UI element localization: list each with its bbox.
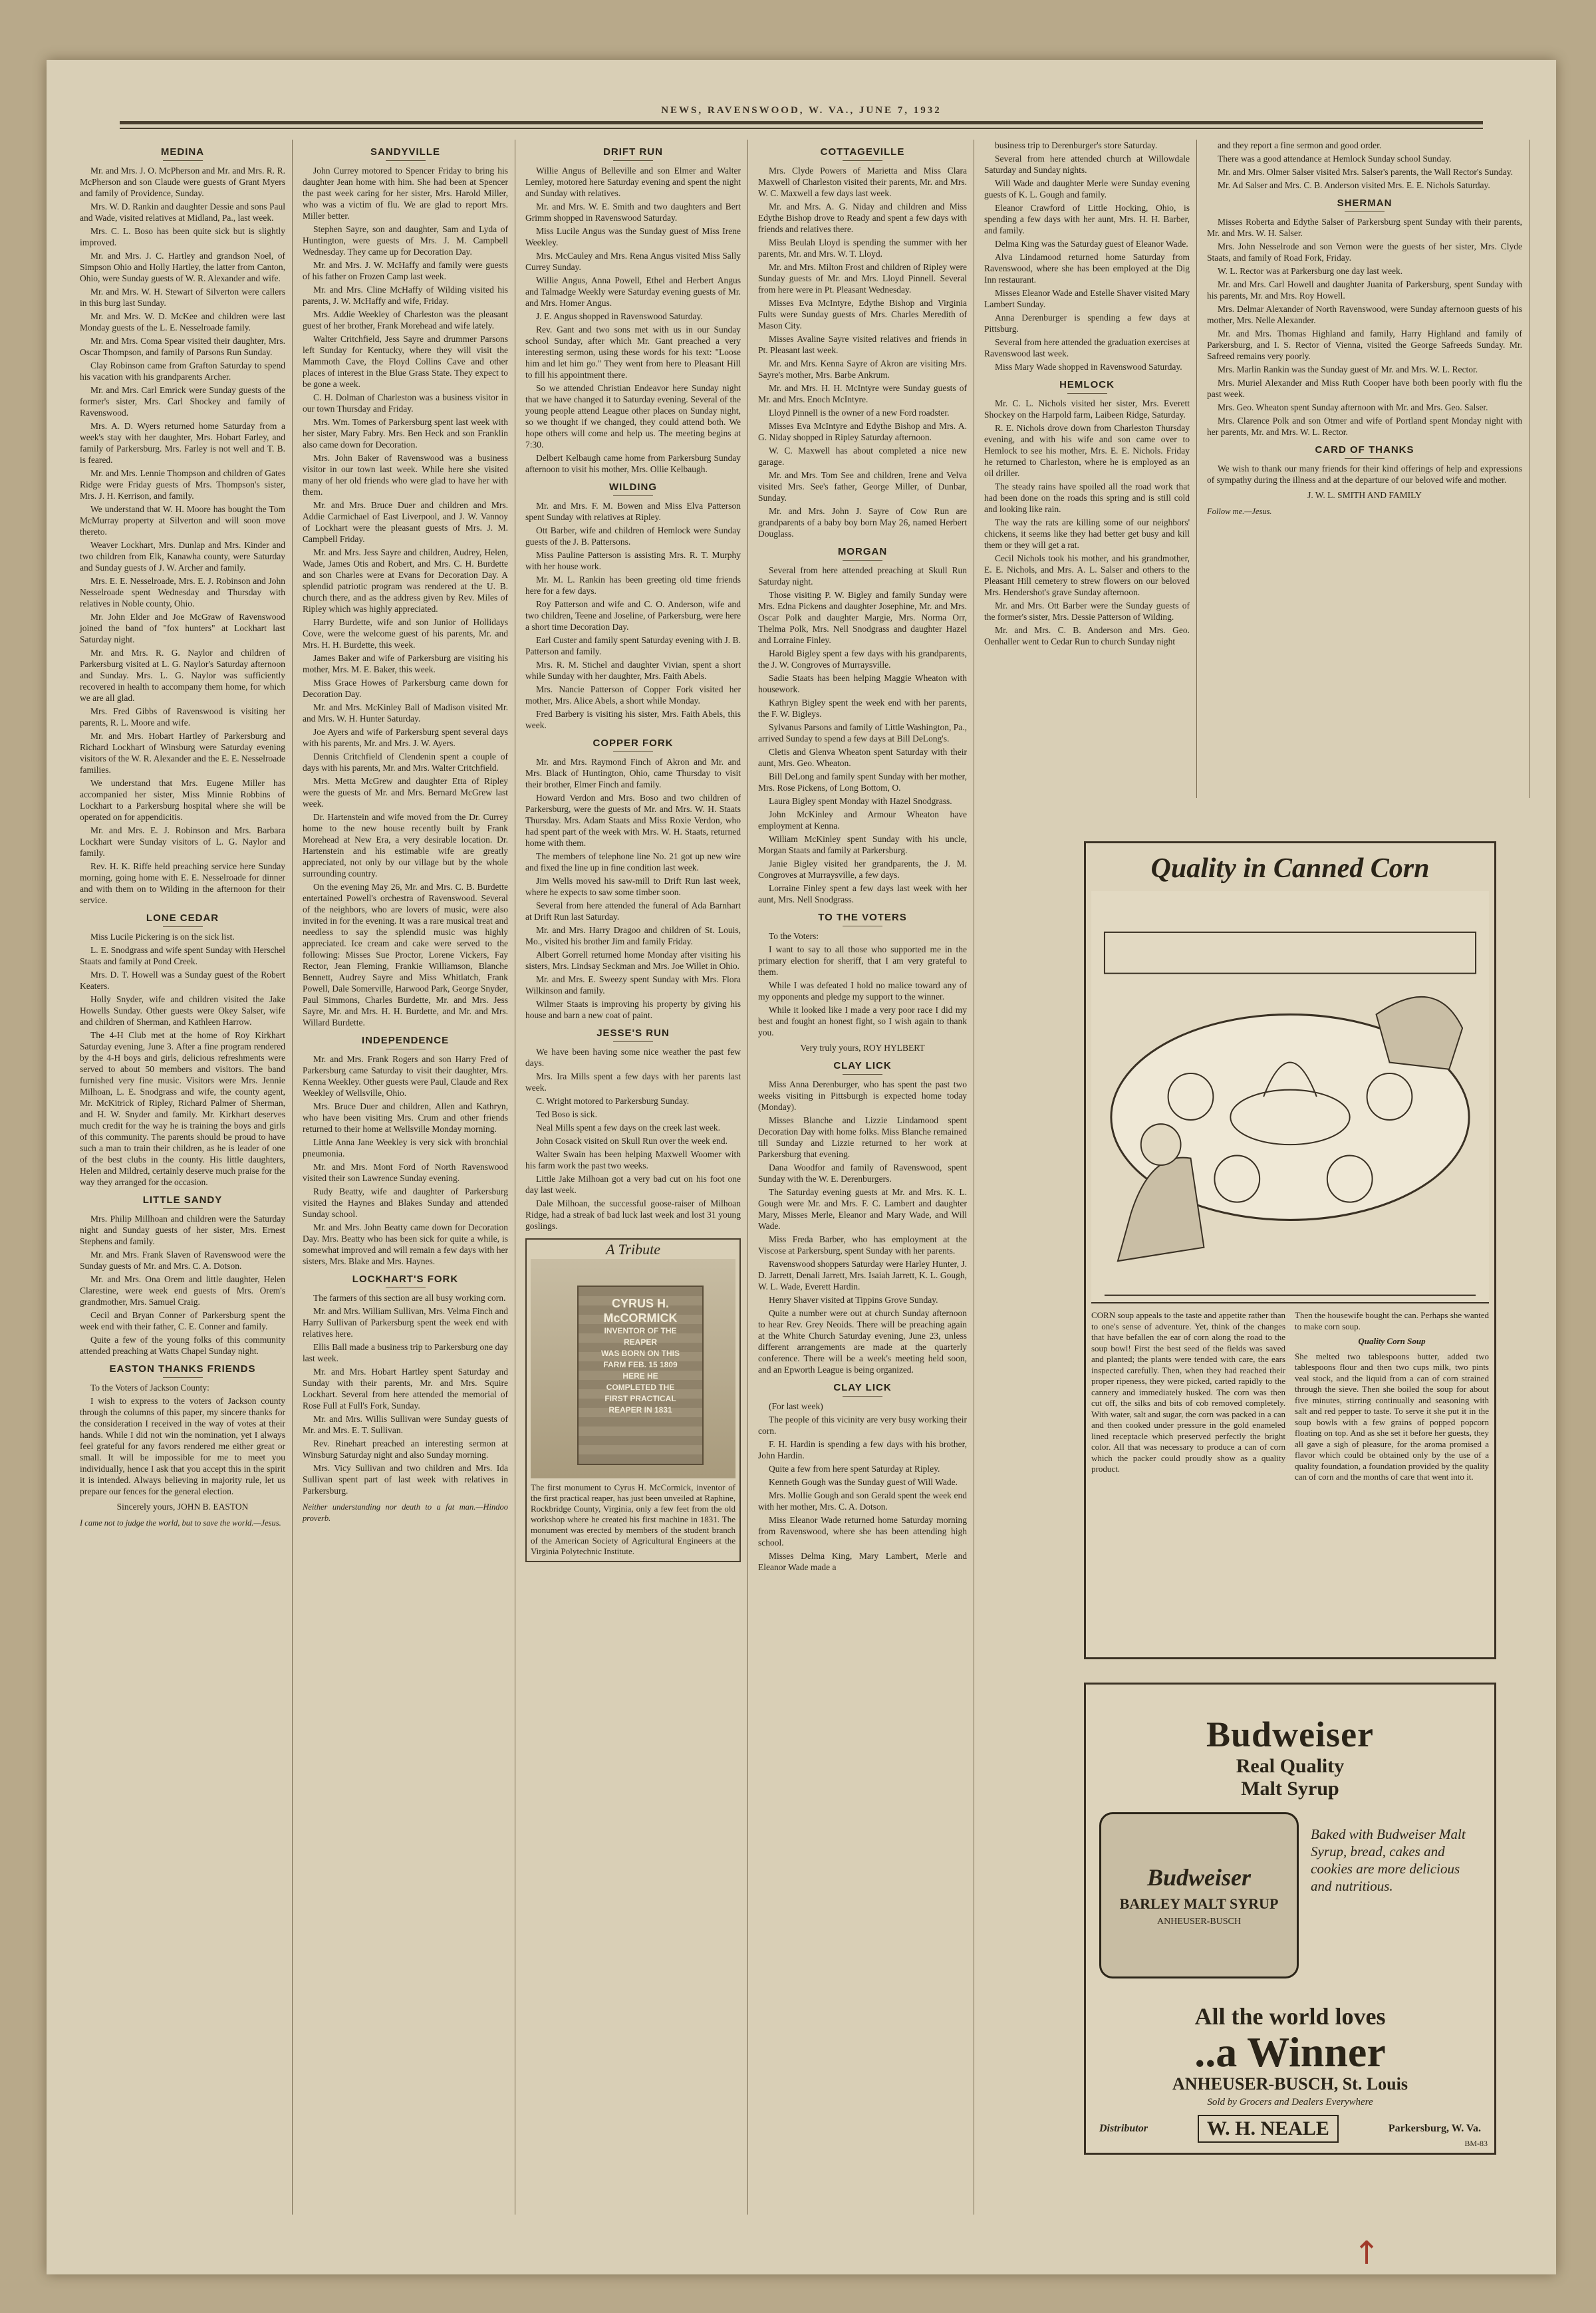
news-item: John McKinley and Armour Wheaton have employment at Kenna. — [758, 809, 967, 831]
monument-line: CYRUS H. — [611, 1297, 669, 1310]
news-item: Janie Bigley visited her grandparents, the J. M. Congroves at Murraysville, a few days. — [758, 859, 967, 880]
news-item: Mr. and Mrs. Hobart Hartley of Parkersburg and Richard Lockhart of Winsburg were Saturday evening visitors of the W. R. Alexander and the E. E. Nesselroade families. — [80, 731, 285, 775]
news-item: Wilmer Staats is improving his property by giving his house and barn a new coat of paint. — [525, 999, 741, 1020]
masthead-rule-thin — [120, 128, 1483, 129]
news-item: Clay Robinson came from Grafton Saturday to spend his vacation with his grandparents Archer. — [80, 360, 285, 382]
news-item: Earl Custer and family spent Saturday evening with J. B. Patterson and family. — [525, 635, 741, 656]
news-item: Delbert Kelbaugh came home from Parkersburg Sunday afternoon to visit his mother, Mrs. Ollie Kelbaugh. — [525, 453, 741, 474]
news-item: Mr. Ad Salser and Mrs. C. B. Anderson visited Mrs. E. E. Nichols Saturday. — [1218, 180, 1490, 190]
news-item: Mrs. R. M. Stichel and daughter Vivian, spent a short while Sunday with her daughter, Mrs. Faith Abels. — [525, 660, 741, 681]
bud-distributor-name: W. H. NEALE — [1198, 2115, 1339, 2143]
news-item: Mr. and Mrs. Tom See and children, Irene and Velva visited Mrs. See's father, George Miller, of Dunbar, Sunday. — [758, 470, 967, 503]
news-item: Delma King was the Saturday guest of Eleanor Wade. — [995, 239, 1188, 249]
news-item: Walter Swain has been helping Maxwell Woomer with his farm work the past two weeks. — [525, 1149, 741, 1170]
section-heading: DRIFT RUN — [525, 146, 741, 161]
tribute-title: A Tribute — [605, 1241, 661, 1258]
news-item: Mrs. Ira Mills spent a few days with her parents last week. — [525, 1071, 741, 1093]
signature: Sincerely yours, JOHN B. EASTON — [116, 1502, 249, 1512]
news-item: While I was defeated I hold no malice toward any of my opponents and pledge my support to the winner. — [758, 980, 967, 1002]
monument-line: REAPER — [623, 1337, 657, 1347]
news-item: Mr. and Mrs. Ott Barber were the Sunday guests of the former's sister, Mrs. Dessie Patterson of Wilding. — [984, 601, 1190, 622]
news-item: Miss Lucile Angus was the Sunday guest of Miss Irene Weekley. — [525, 226, 741, 247]
news-item: Mrs. Clyde Powers of Marietta and Miss Clara Maxwell of Charleston visited their parents, Mr. and Mrs. W. C. Maxwell a few days last week. — [758, 166, 967, 198]
news-item: Eleanor Crawford of Little Hocking, Ohio, is spending a few days with her aunt, Mrs. H. H. Barber, and family. — [984, 203, 1190, 235]
column-quote: Neither understanding nor death to a fat man.—Hindoo proverb. — [303, 1502, 508, 1523]
pencil-mark: ↑ — [1353, 2235, 1381, 2272]
news-item: Kenneth Gough was the Sunday guest of Will Wade. — [769, 1477, 958, 1487]
bud-maker: ANHEUSER-BUSCH, St. Louis — [1172, 2074, 1408, 2094]
news-item: Mr. and Mrs. W. E. Smith and two daughters and Bert Grimm shopped in Ravenswood Saturday. — [525, 202, 741, 223]
news-item: The members of telephone line No. 21 got up new wire and fixed the line up in fine condition last week. — [525, 851, 741, 873]
news-item: The Saturday evening guests at Mr. and Mrs. K. L. Gough were Mr. and Mrs. F. C. Lambert and daughter Mary, Misses Merle, Eleanor and Mary Wade, and Will Wade. — [758, 1187, 967, 1231]
news-item: Mr. and Mrs. R. G. Naylor and children of Parkersburg visited at L. G. Naylor's Saturday afternoon and Sunday. Mrs. L. G. Naylor was sufficiently recovered in health to accompany them home, for which we are all glad. — [80, 648, 285, 703]
section-heading: TO THE VOTERS — [758, 912, 967, 926]
news-item: Several from here attended the graduation exercises at Ravenswood last week. — [984, 337, 1190, 358]
news-item: So we attended Christian Endeavor here Sunday night that we have changed it to Saturday evening. Several of the young people attend League other places on Sunday night, so we thought if we changed, they could attend both. We hope others will come and help us. The meeting begins at 7:30. — [525, 383, 741, 450]
news-item: W. C. Maxwell has about completed a nice new garage. — [758, 446, 967, 467]
news-item: Harold Bigley spent a few days with his grandparents, the J. W. Congroves of Murraysville. — [758, 648, 967, 670]
news-item: We understand that W. H. Moore has bought the Tom McMurray property at Silverton and will soon move thereto. — [80, 504, 285, 537]
news-item: Mr. and Mrs. E. J. Robinson and Mrs. Barbara Lockhart were Sunday visitors of L. G. Naylor and family. — [80, 825, 285, 858]
news-item: Mrs. Mollie Gough and son Gerald spent the week end with her mother, Mrs. C. A. Dotson. — [758, 1490, 967, 1512]
news-item: Dr. Hartenstein and wife moved from the Dr. Currey home to the new house recently built by Frank Morehead at New Era, a very desirable location. Dr. Hartenstein and his estimable wife are greatly appreciated, not only by our village but by the whole surrounding country. — [303, 812, 508, 879]
news-item: Kathryn Bigley spent the week end with her parents, the F. W. Bigleys. — [758, 698, 967, 719]
monument-line: HERE HE — [622, 1371, 658, 1381]
news-item: F. H. Hardin is spending a few days with his brother, John Hardin. — [758, 1439, 967, 1460]
news-item: John Cosack visited on Skull Run over the week end. — [536, 1136, 728, 1146]
news-item: The farmers of this section are all busy working corn. — [313, 1293, 506, 1303]
monument-line: FIRST PRACTICAL — [604, 1394, 676, 1403]
news-item: Mr. and Mrs. W. H. Stewart of Silverton were callers in this burg last Sunday. — [80, 287, 285, 308]
news-item: Mrs. Fred Gibbs of Ravenswood is visiting her parents, R. L. Moore and wife. — [80, 706, 285, 728]
news-item: L. E. Snodgrass and wife spent Sunday with Herschel Staats and family at Pond Creek. — [80, 945, 285, 966]
news-item: To the Voters of Jackson County: — [90, 1383, 209, 1393]
masthead: NEWS, RAVENSWOOD, W. VA., JUNE 7, 1932 — [661, 105, 942, 116]
corn-advertisement — [1084, 841, 1496, 1659]
news-item: John Currey motored to Spencer Friday to bring his daughter Jean home with him. She had been at Spencer the past week caring for her sister, Mrs. Harold Miller, who was a victim of flu. We are glad to report Mrs. Miller better. — [303, 166, 508, 221]
news-item: Mr. and Mrs. John J. Sayre of Cow Run are grandparents of a baby boy born May 26, named Herbert Douglass. — [758, 506, 967, 539]
news-item: Mr. and Mrs. Cline McHaffy of Wilding visited his parents, J. W. McHaffy and wife, Friday. — [303, 285, 508, 306]
news-item: Mrs. W. D. Rankin and daughter Dessie and sons Paul and Wade, visited relatives at Midland, Pa., last week. — [80, 202, 285, 223]
news-item: Mrs. Delmar Alexander of North Ravenswood, were Sunday afternoon guests of his mother, Mrs. Nelle Alexander. — [1207, 304, 1522, 325]
news-item: C. Wright motored to Parkersburg Sunday. — [536, 1096, 690, 1106]
news-item: Mrs. Clarence Polk and son Otmer and wife of Portland spent Monday night with her parents, Mr. and Mrs. W. L. Rector. — [1207, 416, 1522, 437]
news-item: Fred Barbery is visiting his sister, Mrs. Faith Abels, this week. — [525, 709, 741, 730]
section-heading: LOCKHART'S FORK — [303, 1274, 508, 1288]
bud-slogan1: All the world loves — [1194, 2003, 1386, 2030]
news-item: Lloyd Pinnell is the owner of a new Ford roadster. — [769, 408, 950, 418]
news-item: I wish to express to the voters of Jackson county through the columns of this paper, my sincere thanks for the consideration I received in the way of votes at their hands. While I did not win the nomination, yet I always feel grateful for any favors rendered me either great or small. It will be impossible for me to meet you individually, hence I ask that you accept this in the spirit it is intended. Always believing in majority rule, let us prepare our fences for the general election. — [80, 1396, 285, 1496]
news-item: William McKinley spent Sunday with his uncle, Morgan Staats and family at Parkersburg. — [758, 834, 967, 855]
can-brand: Budweiser — [1146, 1864, 1252, 1891]
news-item: Little Jake Milhoan got a very bad cut on his foot one day last week. — [525, 1174, 741, 1195]
news-item: Mr. and Mrs. Milton Frost and children of Ripley were Sunday guests of Mr. and Mrs. Lloyd Pinnell. Several from here were in Pt. Pleasant Wednesday. — [758, 262, 967, 295]
news-item: Walter Critchfield, Jess Sayre and drummer Parsons left Sunday for Kentucky, where they will visit the Mammoth Cave, the Floyd Collins Cave and other places of interest in the Blue Grass State. They expect to be gone a week. — [303, 334, 508, 389]
news-item: Misses Roberta and Edythe Salser of Parkersburg spent Sunday with their parents, Mr. and Mrs. W. H. Salser. — [1207, 217, 1522, 238]
news-item: We understand that Mrs. Eugene Miller has accompanied her sister, Miss Minnie Robbins of Lockhart to a Parkersburg hospital where she will be operated on for appendicitis. — [80, 778, 285, 822]
column-quote: Follow me.—Jesus. — [1207, 507, 1272, 516]
news-item: The people of this vicinity are very busy working their corn. — [758, 1415, 967, 1436]
monument-line: REAPER IN 1831 — [608, 1405, 672, 1415]
masthead-rule — [120, 121, 1483, 124]
news-item: Those visiting P. W. Bigley and family Sunday were Mrs. Edna Pickens and daughter Josephine, Mr. and Mrs. Oscar Polk and daughter Margie, Mrs. Norma Orr, Thelma Polk, Mrs. Nell Snodgrass and daughter Hazel and Lorraine Finley. — [758, 590, 967, 645]
bud-slogan2: ..a Winner — [1194, 2028, 1386, 2076]
news-item: Mr. and Mrs. Thomas Highland and family, Harry Highland and family of Parkersburg, and I. S. Rector of Vienna, visited the George Safreeds Sunday. Mr. Safreed remains very poorly. — [1207, 329, 1522, 361]
news-item: Mrs. Vicy Sullivan and two children and Mrs. Ida Sullivan spent part of last week with relatives in Parkersburg. — [303, 1463, 508, 1496]
news-item: Ravenswood shoppers Saturday were Harley Hunter, J. D. Jarrett, Denali Jarrett, Mrs. Isaiah Jarrett, K. L. Gough, W. L. Wade, Everett Hardin. — [758, 1259, 967, 1292]
news-item: Mrs. E. E. Nesselroade, Mrs. E. J. Robinson and John Nesselroade spent Wednesday and Thursday with relatives in Noble county, Ohio. — [80, 576, 285, 609]
news-item: Sylvanus Parsons and family of Little Washington, Pa., arrived Sunday to spend a few days at Bill DeLong's. — [758, 722, 967, 744]
news-item: Miss Beulah Lloyd is spending the summer with her parents, Mr. and Mrs. W. T. Lloyd. — [758, 237, 967, 259]
monument-line: McCORMICK — [603, 1311, 678, 1325]
news-item: Mrs. Nancie Patterson of Copper Fork visited her mother, Mrs. Alice Abels, a short while Monday. — [525, 684, 741, 706]
column-4 — [751, 140, 974, 2215]
news-item: Miss Pauline Patterson is assisting Mrs. R. T. Murphy with her house work. — [525, 550, 741, 571]
column-5 — [978, 140, 1197, 798]
news-item: Laura Bigley spent Monday with Hazel Snodgrass. — [769, 796, 952, 806]
news-item: and they report a fine sermon and good order. — [1218, 140, 1382, 150]
news-item: Miss Freda Barber, who has employment at the Viscose at Parkersburg, spent Sunday with her parents. — [758, 1234, 967, 1256]
corn-recipe: She melted two tablespoons butter, added two tablespoons flour and then two cups milk, two pints veal stock, and the liquid from a can of corn strained through the sieve. Then she boiled the soup for about five minutes, stirring continually and seasoning with salt and red pepper to taste. To serve it she put it in the soup bowls with a few grains of popped popcorn floating on top. And as she set it before her guests, they all gave a sigh of pleasure, for the aroma promised a flavor which could be obtained only by the use of a quality foundation, a foundation provided by the quality can of corn and the months of care that went into it. — [1295, 1351, 1489, 1482]
corn-ad-title: Quality in Canned Corn — [1150, 853, 1430, 884]
news-item: James Baker and wife of Parkersburg are visiting his mother, Mrs. M. E. Baker, this week. — [303, 653, 508, 674]
news-item: Mr. and Mrs. Kenna Sayre of Akron are visiting Mrs. Sayre's mother, Mrs. Barbe Ankrum. — [758, 358, 967, 380]
news-item: J. E. Angus shopped in Ravenswood Saturday. — [536, 311, 703, 321]
news-item: Mrs. Philip Millhoan and children were the Saturday night and Sunday guests of her sister, Mrs. Ernest Stephens and family. — [80, 1214, 285, 1246]
news-item: Mrs. Marlin Rankin was the Sunday guest of Mr. and Mrs. W. L. Rector. — [1218, 364, 1478, 374]
section-heading: LITTLE SANDY — [80, 1194, 285, 1209]
news-item: Mr. and Mrs. Coma Spear visited their daughter, Mrs. Oscar Thompson, and family of Parsons Run Sunday. — [80, 336, 285, 357]
section-heading: MORGAN — [758, 546, 967, 561]
newspaper-page — [47, 60, 1556, 2274]
news-item: Misses Eva McIntyre, Edythe Bishop and Virginia Fults were Sunday guests of Mrs. Charles Meredith of Mason City. — [758, 298, 967, 331]
monument-line: INVENTOR OF THE — [604, 1326, 677, 1335]
news-item: Rev. H. K. Riffe held preaching service here Sunday morning, going home with E. E. Nesselroade for dinner and with them on to Wilding in the afternoon for their service. — [80, 861, 285, 905]
bud-product-row — [1099, 1812, 1481, 1978]
news-item: Dana Woodfor and family of Ravenswood, spent Sunday with the W. E. Derenburgers. — [758, 1162, 967, 1184]
news-item: Mr. C. L. Nichols visited her sister, Mrs. Everett Shockey on the Harpold farm, Laibeen Ridge, Saturday. — [984, 398, 1190, 420]
section-heading: COTTAGEVILLE — [758, 146, 967, 161]
news-item: Quite a number were out at church Sunday afternoon to hear Rev. Grey Neoids. There will be preaching again at the White Church Saturday evening, June 23, unless different arrangements are made at the quarterly conference. There will be a week's meeting held soon, and an Epworth League is being organized. — [758, 1308, 967, 1375]
news-item: (For last week) — [769, 1401, 823, 1411]
news-item: Ott Barber, wife and children of Hemlock were Sunday guests of the J. B. Pattersons. — [525, 525, 741, 547]
news-item: There was a good attendance at Hemlock Sunday school Sunday. — [1218, 154, 1452, 164]
column-6 — [1200, 140, 1530, 798]
news-item: Mr. and Mrs. Carl Howell and daughter Juanita of Parkersburg, spent Sunday with his parents, Mr. and Mrs. Roy Howell. — [1207, 279, 1522, 301]
section-heading: CLAY LICK — [758, 1382, 967, 1397]
news-item: Miss Anna Derenburger, who has spent the past two weeks visiting in Pittsburgh is expected home today (Monday). — [758, 1079, 967, 1112]
news-item: Weaver Lockhart, Mrs. Dunlap and Mrs. Kinder and two children from Elk, Kanawha county, were Saturday and Sunday guests of J. W. Archer and family. — [80, 540, 285, 573]
news-item: Alva Lindamood returned home Saturday from Ravenswood, where she has been employed at the Dig Inn restaurant. — [984, 252, 1190, 285]
news-item: Mrs. Bruce Duer and children, Allen and Kathryn, who have been visiting Mrs. Crum and other friends returned to their home at Wellsville Monday morning. — [303, 1101, 508, 1134]
news-item: Mr. and Mrs. J. W. McHaffy and family were guests of his father on Frozen Camp last week. — [303, 260, 508, 281]
news-item: Roy Patterson and wife and C. O. Anderson, wife and two children, Teene and Joseline, of Parkersburg, were here a short time Decoration Day. — [525, 599, 741, 632]
monument-line: COMPLETED THE — [606, 1383, 675, 1392]
budweiser-advertisement — [1084, 1683, 1496, 2155]
news-item: Mr. and Mrs. H. H. McIntyre were Sunday guests of Mr. and Mrs. Enoch McIntyre. — [758, 383, 967, 404]
news-item: Mr. and Mrs. J. O. McPherson and Mr. and Mrs. R. R. McPherson and son Claude were guests of Grant Myers and family of Providence, Sunday. — [80, 166, 285, 198]
news-item: The 4-H Club met at the home of Roy Kirkhart Saturday evening, June 3. After a fine program rendered by the 4-H boys and girls, delicious refreshments were served to about 50 members and visitors. The band furnished very fine music. Visitors were Mrs. Jennie Milhoan, L. E. Snodgrass and wife, the county agent, Mr. McKitrick of Ripley, Richard Palmer of Sherman, and H. W. Snyder and family. Mr. Kirkhart deserves much credit for the way he is training the boys and girls of this community. The parents should be proud to have such a man to train their children, as he is leader of one of the best clubs in the county. His little daughters, Helen and Mildred, certainly deserve much praise for the way they arranged for the occasion. — [80, 1030, 285, 1187]
column-3 — [519, 140, 748, 2215]
section-heading: MEDINA — [80, 146, 285, 161]
news-item: Misses Eleanor Wade and Estelle Shaver visited Mary Lambert Sunday. — [984, 288, 1190, 309]
news-item: Joe Ayers and wife of Parkersburg spent several days with his parents, Mr. and Mrs. J. W. Ayers. — [303, 727, 508, 748]
section-heading: CLAY LICK — [758, 1060, 967, 1075]
news-item: Several from here attended preaching at Skull Run Saturday night. — [758, 565, 967, 587]
news-item: R. E. Nichols drove down from Charleston Thursday evening, and with his wife and son came over to Hemlock to see his mother, Mrs. E. E. Nichols. Friday he returned to Charleston, where he is employed as an oil driller. — [984, 423, 1190, 478]
news-item: Miss Lucile Pickering is on the sick list. — [90, 932, 235, 942]
news-item: I want to say to all those who supported me in the primary election for sheriff, that I am very grateful to them. — [758, 944, 967, 977]
news-item: W. L. Rector was at Parkersburg one day last week. — [1218, 266, 1403, 276]
news-item: Ted Boso is sick. — [536, 1109, 598, 1119]
news-item: Mrs. Metta McGrew and daughter Etta of Ripley were the guests of Mr. and Mrs. Bernard McGrew last week. — [303, 776, 508, 809]
news-item: Bill DeLong and family spent Sunday with her mother, Mrs. Rose Pickens, of Long Bottom, O. — [758, 771, 967, 793]
section-heading: COPPER FORK — [525, 738, 741, 752]
news-item: Stephen Sayre, son and daughter, Sam and Lyda of Huntington, were guests of Mrs. J. M. Campbell Wednesday. They came up for Decoration Day. — [303, 224, 508, 257]
news-item: Mr. and Mrs. Carl Emrick were Sunday guests of the former's sister, Mrs. Carl Shockey and family of Ravenswood. — [80, 385, 285, 418]
news-item: Ellis Ball made a business trip to Parkersburg one day last week. — [303, 1342, 508, 1363]
signature: Very truly yours, ROY HYLBERT — [800, 1043, 925, 1053]
news-item: We wish to thank our many friends for their kind offerings of help and expressions of sympathy during the illness and at the departure of our beloved wife and mother. — [1207, 464, 1522, 485]
news-item: Several from here attended church at Willowdale Saturday and Sunday nights. — [984, 154, 1190, 175]
news-item: Mr. John Elder and Joe McGraw of Ravenswood joined the band of "fox hunters" at Lockhart last Saturday night. — [80, 612, 285, 644]
corn-ad-illustration — [1091, 891, 1489, 1303]
news-item: Sadie Staats has been helping Maggie Wheaton with housework. — [758, 673, 967, 694]
news-item: Lorraine Finley spent a few days last week with her aunt, Mrs. Nell Snodgrass. — [758, 883, 967, 904]
news-item: Mr. and Mrs. McKinley Ball of Madison visited Mr. and Mrs. W. H. Hunter Saturday. — [303, 702, 508, 724]
can-maker: ANHEUSER-BUSCH — [1156, 1917, 1241, 1927]
news-item: Anna Derenburger is spending a few days at Pittsburg. — [984, 313, 1190, 334]
news-item: Misses Blanche and Lizzie Lindamood spent Decoration Day with home folks. Miss Blanche remained till Sunday and Lizzie returned to her work at Parkersburg that evening. — [758, 1115, 967, 1159]
news-item: Mr. and Mrs. Raymond Finch of Akron and Mr. and Mrs. Black of Huntington, Ohio, came Thursday to visit their brother, Elmer Finch and family. — [525, 757, 741, 789]
news-item: We have been having some nice weather the past few days. — [525, 1047, 741, 1068]
news-item: Several from here attended the funeral of Ada Barnhart at Drift Run last Saturday. — [525, 900, 741, 922]
news-item: Little Anna Jane Weekley is very sick with bronchial pneumonia. — [303, 1137, 508, 1158]
bud-sub2: Malt Syrup — [1241, 1778, 1339, 1800]
news-item: Mrs. Addie Weekley of Charleston was the pleasant guest of her brother, Frank Morehead and wife lately. — [303, 309, 508, 331]
news-item: Albert Gorrell returned home Monday after visiting his sisters, Mrs. Lindsay Seckman and Mrs. Joe Willet in Ohio. — [525, 950, 741, 971]
tribute-text: The first monument to Cyrus H. McCormick, inventor of the first practical reaper, has just been unveiled at Raphine, Rockbridge County, Virginia, only a few feet from the old workshop where he created his first machine in 1831. The monument was erected by members of the student branch of the American Society of Agricultural Engineers at the Virginia Polytechnic Institute. — [531, 1482, 735, 1556]
news-item: Cletis and Glenva Wheaton spent Saturday with their aunt, Mrs. Geo. Wheaton. — [758, 747, 967, 768]
news-item: Harry Burdette, wife and son Junior of Hollidays Cove, were the welcome guest of his parents, Mr. and Mrs. H. H. Burdette, this week. — [303, 617, 508, 650]
section-heading: CARD OF THANKS — [1207, 444, 1522, 459]
monument-photo — [531, 1259, 735, 1478]
column-quote: I came not to judge the world, but to save the world.—Jesus. — [80, 1518, 281, 1528]
news-item: Jim Wells moved his saw-mill to Drift Run last week, where he expects to saw some timber soon. — [525, 876, 741, 897]
news-item: Henry Shaver visited at Tippins Grove Sunday. — [769, 1295, 938, 1305]
news-item: Mr. M. L. Rankin has been greeting old time friends here for a few days. — [525, 575, 741, 596]
news-item: Rev. Rinehart preached an interesting sermon at Winsburg Saturday night and also Sunday morning. — [303, 1438, 508, 1460]
news-item: Mr. and Mrs. Harry Dragoo and children of St. Louis, Mo., visited his brother Jim and family Friday. — [525, 925, 741, 946]
news-item: Mrs. C. L. Boso has been quite sick but is slightly improved. — [80, 226, 285, 247]
malt-syrup-can-icon — [1099, 1812, 1299, 1978]
news-item: Will Wade and daughter Merle were Sunday evening guests of K. L. Gough and family. — [984, 178, 1190, 200]
news-item: Miss Mary Wade shopped in Ravenswood Saturday. — [995, 362, 1182, 372]
news-item: Mrs. A. D. Wyers returned home Saturday from a week's stay with her daughter, Mrs. Hobart Farley, and family of Parkersburg. Mrs. Farley is not well and T. B. is feared. — [80, 421, 285, 465]
news-item: Dennis Critchfield of Clendenin spent a couple of days with his parents, Mr. and Mrs. Walter Critchfield. — [303, 751, 508, 773]
corn-recipe-title: Quality Corn Soup — [1358, 1336, 1426, 1346]
news-item: Mr. and Mrs. Frank Slaven of Ravenswood were the Sunday guests of Mr. and Mrs. C. A. Dotson. — [80, 1250, 285, 1271]
news-item: Mr. and Mrs. Frank Rogers and son Harry Fred of Parkersburg came Saturday to visit their daughter, Mrs. Kenna Weekley. Other guests were Paul, Claude and Rex Weekley of Wellsville, Ohio. — [303, 1054, 508, 1098]
news-item: Mr. and Mrs. Willis Sullivan were Sunday guests of Mr. and Mrs. E. T. Sullivan. — [303, 1414, 508, 1435]
column-1 — [73, 140, 293, 2215]
news-item: business trip to Derenburger's store Saturday. — [995, 140, 1158, 150]
news-item: Miss Grace Howes of Parkersburg came down for Decoration Day. — [303, 678, 508, 699]
news-item: C. H. Dolman of Charleston was a business visitor in our town Thursday and Friday. — [303, 392, 508, 414]
section-heading: EASTON THANKS FRIENDS — [80, 1363, 285, 1378]
news-item: Mr. and Mrs. Bruce Duer and children and Mrs. Addie Carmichael of East Liverpool, and J. W. Vannoy of Lockhart were the pleasant guests of Mrs. J. M. Campbell Friday. — [303, 500, 508, 544]
bud-distributor-label: Distributor — [1099, 2123, 1148, 2134]
monument-stone — [577, 1286, 704, 1465]
tribute-box — [525, 1238, 741, 1562]
news-item: The way the rats are killing some of our neighbors' chickens, it seems like they had better get busy and kill them or they will get a rat. — [984, 517, 1190, 550]
news-item: Mr. and Mrs. C. B. Anderson and Mrs. Geo. Oenhaller went to Cedar Run to church Sunday night — [984, 625, 1190, 646]
news-item: Willie Angus of Belleville and son Elmer and Walter Lemley, motored here Saturday evening and spent the night and Sunday with relatives. — [525, 166, 741, 198]
news-item: Mr. and Mrs. Lennie Thompson and children of Gates Ridge were Friday guests of Mrs. Thompson's sister, Mrs. J. H. Kerrison, and family. — [80, 468, 285, 501]
news-item: Misses Avaline Sayre visited relatives and friends in Pt. Pleasant last week. — [758, 334, 967, 355]
monument-line: WAS BORN ON THIS — [600, 1349, 680, 1358]
news-item: Neal Mills spent a few days on the creek last week. — [536, 1123, 721, 1133]
news-item: Misses Eva McIntyre and Edythe Bishop and Mrs. A. G. Niday shopped in Ripley Saturday afternoon. — [758, 421, 967, 442]
can-product: BARLEY MALT SYRUP — [1119, 1895, 1279, 1912]
news-item: Mrs. Muriel Alexander and Miss Ruth Cooper have both been poorly with flu the past week. — [1207, 378, 1522, 399]
news-item: Rudy Beatty, wife and daughter of Parkersburg visited the Haynes and Blakes Sunday and attended Sunday school. — [303, 1186, 508, 1219]
bud-baked-text: Baked with Budweiser Malt Syrup, bread, cakes and cookies are more delicious and nutritious. — [1311, 1826, 1466, 1894]
corn-ad-col1: CORN soup appeals to the taste and appetite rather than to one's sense of adventure. Yet, think of the changes that have befallen the ear of corn along the road to the soup bowl! First the best seed of the fields was saved and planted; the plants were tended with care, the ears inspected carefully. Then, when they had reached their proper ripeness, they were picked, carted rapidly to the cannery and immediately husked. The corn was then cut off, the silks and bits of cob removed completely. With water, salt and sugar, the corn was packed in a can and then cooked under pressure in the gold enameled lined receptacle which preserved perfectly the bright color. All that was necessary to produce a can of corn which the packer could proudly show as a quality product. — [1091, 1310, 1285, 1474]
dinner-table-illustration — [1091, 891, 1489, 1302]
news-item: On the evening May 26, Mr. and Mrs. C. B. Burdette entertained Powell's orchestra of Ravenswood. Several of the neighbors, who are lovers of music, were also invited in for the evening. It was a rare musical treat and needless to say the splendid music was highly appreciated. Ice cream and cake were served to the following: Misses Sue Proctor, Lorene Vickers, Fay Rector, Jean Fleming, Frankie Williamson, Blanche Bennett, Audrey Sayre and Miss Whitlatch, Frank Powell, Dale Somerville, Harwood Park, George Snyder, Paul Simmons, Charles Burdette, Mr. and Mrs. Jess Sayre, Mr. and Mrs. H. H. Burdette, and Mr. and Mrs. Willard Burdette. — [303, 882, 508, 1027]
news-item: Mrs. D. T. Howell was a Sunday guest of the Robert Keaters. — [80, 970, 285, 991]
news-item: Cecil and Bryan Conner of Parkersburg spent the week end with their father, C. E. Conner and family. — [80, 1310, 285, 1331]
news-item: Quite a few from here spent Saturday at Ripley. — [769, 1464, 940, 1474]
news-item: Willie Angus, Anna Powell, Ethel and Herbert Angus and Talmadge Weekly were Saturday evening guests of Mr. and Mrs. Homer Angus. — [525, 275, 741, 308]
news-item: Mr. and Mrs. William Sullivan, Mrs. Velma Finch and Harry Sullivan of Parkersburg spent the week end with relatives here. — [303, 1306, 508, 1339]
news-item: Mr. and Mrs. Ona Orem and little daughter, Helen Clarestine, were week end guests of Mrs. Orem's grandmother, Mrs. Samuel Craig. — [80, 1274, 285, 1307]
news-item: Howard Verdon and Mrs. Boso and two children of Parkersburg, were the guests of Mr. and Mrs. W. H. Staats Thursday. Mrs. Adam Staats and Miss Roxie Verdon, who had spent part of the week with Mrs. W. H. Staats, returned home with them. — [525, 793, 741, 848]
bud-ad-code: BM-83 — [1464, 2139, 1488, 2148]
bud-city: Parkersburg, W. Va. — [1388, 2123, 1481, 2134]
bud-brand: Budweiser — [1206, 1714, 1374, 1754]
news-item: Dale Milhoan, the successful goose-raiser of Milhoan Ridge, had a streak of bad luck last week and lost 31 young goslings. — [525, 1198, 741, 1231]
section-heading: SHERMAN — [1207, 198, 1522, 212]
bud-distributor-row — [1099, 2115, 1481, 2143]
corn-ad-text — [1091, 1310, 1489, 1483]
news-item: Cecil Nichols took his mother, and his grandmother, E. E. Nichols, and Mrs. A. L. Salser and others to the Pleasant Hill cemetery to strew flowers on our beloved Mrs. Hendershot's grave Sunday afternoon. — [984, 553, 1190, 597]
news-item: Mr. and Mrs. A. G. Niday and children and Miss Edythe Bishop drove to Ready and spent a few days with friends and relatives there. — [758, 202, 967, 234]
section-heading: HEMLOCK — [984, 379, 1190, 394]
bud-sub1: Real Quality — [1236, 1755, 1345, 1777]
news-item: Mr. and Mrs. E. Sweezy spent Sunday with Mrs. Flora Wilkinson and family. — [525, 974, 741, 996]
section-heading: LONE CEDAR — [80, 912, 285, 927]
news-item: Misses Delma King, Mary Lambert, Merle and Eleanor Wade made a — [758, 1551, 967, 1572]
news-item: Mrs. John Baker of Ravenswood was a business visitor in our town last week. While here she visited many of her old friends who were glad to have her with them. — [303, 453, 508, 497]
bud-sold: Sold by Grocers and Dealers Everywhere — [1207, 2097, 1373, 2108]
news-item: Mr. and Mrs. Olmer Salser visited Mrs. Salser's parents, the Wall Rector's Sunday. — [1218, 167, 1513, 177]
section-heading: INDEPENDENCE — [303, 1035, 508, 1049]
news-item: Mr. and Mrs. Jess Sayre and children, Audrey, Helen, Wade, James Otis and Robert, and Mrs. C. H. Burdette and son Charles were at Evans for Decoration Day. A splendid patriotic program was rendered at the U. B. church there, and as the address given by Rev. Miles of Ripley which was highly appreciated. — [303, 547, 508, 614]
news-item: Mrs. John Nesselrode and son Vernon were the guests of her sister, Mrs. Clyde Staats, and family of Road Fork, Friday. — [1207, 241, 1522, 263]
section-heading: WILDING — [525, 481, 741, 496]
signature: J. W. L. SMITH AND FAMILY — [1307, 490, 1422, 500]
news-item: While it looked like I made a very poor race I did my best and fought an honest fight, so I wish again to thank you. — [758, 1005, 967, 1037]
news-item: The steady rains have spoiled all the road work that had been done on the roads this spring and is still cold and looking like rain. — [984, 481, 1190, 514]
news-item: Mr. and Mrs. F. M. Bowen and Miss Elva Patterson spent Sunday with relatives at Ripley. — [525, 501, 741, 522]
news-item: Quite a few of the young folks of this community attended preaching at Watts Chapel Sunday night. — [80, 1335, 285, 1356]
news-item: Mr. and Mrs. J. C. Hartley and grandson Noel, of Simpson Ohio and Holly Hartley, the latter from Canton, Ohio, were Sunday guests of W. R. Alexander and wife. — [80, 251, 285, 283]
section-heading: JESSE'S RUN — [525, 1027, 741, 1042]
news-item: Mrs. Wm. Tomes of Parkersburg spent last week with her sister, Mary Fabry. Mrs. Ben Heck and son Franklin also came down for Decoration. — [303, 417, 508, 450]
news-item: Mr. and Mrs. Hobart Hartley spent Saturday and Sunday with their parents, Mr. and Mrs. Squire Lockhart. Several from here attended the memorial of Rose Full at Full's Fork, Sunday. — [303, 1367, 508, 1411]
corn-ad-intro: Then the housewife bought the can. Perhaps she wanted to make corn soup. — [1295, 1310, 1489, 1331]
news-item: Miss Eleanor Wade returned home Saturday morning from Ravenswood, where she has been attending high school. — [758, 1515, 967, 1548]
corn-ad-col2 — [1295, 1310, 1489, 1483]
news-item: Rev. Gant and two sons met with us in our Sunday school Sunday, after which Mr. Gant preached a very interesting sermon, using these words for his text: "Loose him and let him go." They went from here to Pleasant Hill to fill his appointment there. — [525, 325, 741, 380]
news-item: Mrs. Geo. Wheaton spent Sunday afternoon with Mr. and Mrs. Geo. Salser. — [1218, 402, 1488, 412]
news-item: Holly Snyder, wife and children visited the Jake Howells Sunday. Other guests were Okey Salser, wife and children of Sherman, and Kathleen Harrow. — [80, 994, 285, 1027]
news-item: To the Voters: — [769, 931, 819, 941]
section-heading: SANDYVILLE — [303, 146, 508, 161]
news-item: Mr. and Mrs. W. D. McKee and children were last Monday guests of the L. E. Nesselroade family. — [80, 311, 285, 333]
column-2 — [296, 140, 515, 2215]
news-item: Mrs. McCauley and Mrs. Rena Angus visited Miss Sally Currey Sunday. — [525, 251, 741, 272]
news-item: Mr. and Mrs. John Beatty came down for Decoration Day. Mrs. Beatty who has been sick for quite a while, is somewhat improved and will remain a few days with her sisters, Mrs. Blake and Mrs. Haynes. — [303, 1222, 508, 1266]
news-item: Mr. and Mrs. Mont Ford of North Ravenswood visited their son Lawrence Sunday evening. — [303, 1162, 508, 1183]
monument-line: FARM FEB. 15 1809 — [603, 1360, 678, 1369]
